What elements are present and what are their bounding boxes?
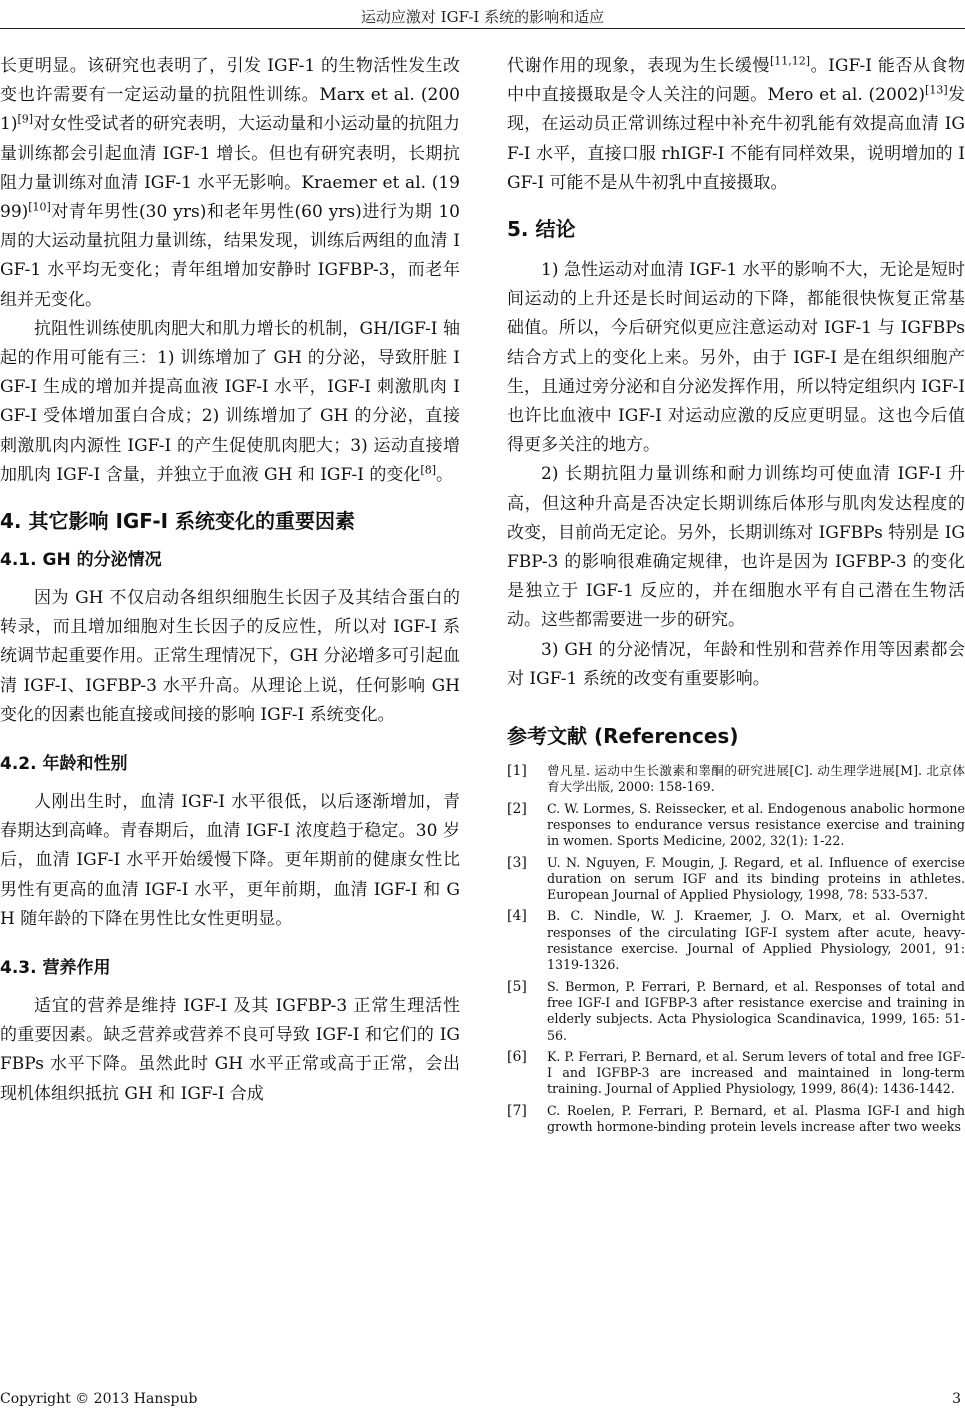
- header-rule: [0, 28, 965, 29]
- section-heading-4-3: 4.3. 营养作用: [0, 958, 111, 979]
- reference-number: [7]: [507, 1102, 527, 1119]
- paragraph-colostrum: 代谢作用的现象，表现为生长缓慢[11,12]。IGF-I 能否从食物中中直接摄取是令人关注的问题。Mero et al. (2002)[13]发现，在运动员正常训练过程中补充牛初乳能有效提高血清 IGF-I 水平，直接口服 rhIGF-I 不能有同样效果，说明增加的 IGF-I 可能不是从牛初乳中直接摄取。: [507, 54, 965, 193]
- reference-item: [507, 1049, 965, 1098]
- section-heading-5: 5. 结论: [507, 217, 576, 242]
- paragraph-gh: 因为 GH 不仅启动各组织细胞生长因子及其结合蛋白的转录，而且增加细胞对生长因子的反应性，所以对 IGF-I 系统调节起重要作用。正常生理情况下，GH 分泌增多可引起血清 IGF-I、IGFBP-3 水平升高。从理论上说，任何影响 GH 变化的因素也能直接或间接的影响 IGF-I 系统变化。: [0, 588, 460, 725]
- right-column: [507, 52, 965, 1140]
- reference-text: U. N. Nguyen, F. Mougin, J. Regard, et al. Influence of exercise duration on serum IGF and its binding proteins in athletes. European Journal of Applied Physiology, 1998, 78: 533-537.: [547, 854, 965, 903]
- reference-text: 曾凡星. 运动中生长激素和睾酮的研究进展[C]. 动生理学进展[M]. 北京体育大学出版, 2000: 158-169.: [547, 763, 965, 795]
- reference-number: [4]: [507, 908, 527, 925]
- reference-number: [2]: [507, 800, 527, 817]
- paragraph-nutrition: 适宜的营养是维持 IGF-I 及其 IGFBP-3 正常生理活性的重要因素。缺乏营养或营养不良可导致 IGF-I 和它们的 IGFBPs 水平下降。虽然此时 GH 水平正常或高于正常，会出现机体组织抵抗 GH 和 IGF-I 合成: [0, 996, 460, 1104]
- reference-text: B. C. Nindle, W. J. Kraemer, J. O. Marx, et al. Overnight responses of the circulating IGF-I system after acute, heavy-resistance exercise. Journal of Applied Physiology, 2001, 91: 1319-1326.: [547, 908, 965, 973]
- reference-number: [6]: [507, 1048, 527, 1065]
- section-heading-4-2: 4.2. 年龄和性别: [0, 754, 128, 775]
- running-header: 运动应激对 IGF-I 系统的影响和适应: [360, 8, 605, 26]
- reference-item: [507, 763, 965, 796]
- copyright-footer: Copyright © 2013 Hanspub: [0, 1391, 198, 1407]
- reference-text: C. W. Lormes, S. Reissecker, et al. Endogenous anabolic hormone responses to endurance versus resistance exercise and training in women. Sports Medicine, 2002, 32(1): 1-22.: [547, 800, 965, 849]
- reference-item: [507, 801, 965, 850]
- left-column: [0, 52, 460, 1109]
- section-heading-4: 4. 其它影响 IGF-I 系统变化的重要因素: [0, 509, 356, 534]
- reference-number: [3]: [507, 854, 527, 871]
- reference-item: [507, 979, 965, 1044]
- reference-text: C. Roelen, P. Ferrari, P. Bernard, et al. Plasma IGF-I and high growth hormone-binding protein levels increase after two weeks: [547, 1102, 965, 1134]
- reference-list: [507, 763, 965, 1135]
- reference-item: [507, 908, 965, 973]
- conclusion-1: 1) 急性运动对血清 IGF-1 水平的影响不大，无论是短时间运动的上升还是长时间运动的下降，都能很快恢复正常基础值。所以，今后研究似更应注意运动对 IGF-1 与 IGFBPs 结合方式上的变化上来。另外，由于 IGF-I 是在组织细胞产生，且通过旁分泌和自分泌发挥作用，所以特定组织内 IGF-I 也许比血液中 IGF-I 对运动应激的反应更明显。这也今后值得更多关注的地方。: [507, 260, 965, 456]
- reference-item: [507, 855, 965, 904]
- citation: [13]: [925, 83, 948, 97]
- citation: [11,12]: [770, 54, 811, 68]
- reference-text: S. Bermon, P. Ferrari, P. Bernard, et al. Responses of total and free IGF-I and IGFBP-3 after resistance exercise and training in elderly subjects. Acta Physiologica Scandinavica, 1999, 165: 51-56.: [547, 978, 965, 1043]
- paragraph-age-sex: 人刚出生时，血清 IGF-I 水平很低，以后逐渐增加，青春期达到高峰。青春期后，血清 IGF-I 浓度趋于稳定。30 岁后，血清 IGF-I 水平开始缓慢下降。更年期前的健康女性比男性有更高的血清 IGF-I 水平，更年前期，血清 IGF-I 和 GH 随年龄的下降在男性比女性更明显。: [0, 792, 460, 929]
- citation: [10]: [28, 200, 51, 214]
- conclusion-2: 2) 长期抗阻力量训练和耐力训练均可使血清 IGF-I 升高，但这种升高是否决定长期训练后体形与肌肉发达程度的改变，目前尚无定论。另外，长期训练对 IGFBPs 特别是 IGFBP-3 的影响很难确定规律，也许是因为 IGFBP-3 的变化是独立于 IGF-1 反应的，并在细胞水平有自己潜在生物活动。这些都需要进一步的研究。: [507, 464, 965, 631]
- paragraph-marx: 长更明显。该研究也表明了，引发 IGF-1 的生物活性发生改变也许需要有一定运动量的抗阻性训练。Marx et al. (2001)[9]对女性受试者的研究表明，大运动量和小运动量的抗阻力量训练都会引起血清 IGF-1 增长。但也有研究表明，长期抗阻力量训练对血清 IGF-1 水平无影响。Kraemer et al. (1999)[10]对青年男性(30 yrs)和老年男性(60 yrs)进行为期 10 周的大运动量抗阻力量训练，结果发现，训练后两组的血清 IGF-1 水平均无变化；青年组增加安静时 IGFBP-3，而老年组并无变化。: [0, 56, 460, 310]
- conclusion-3: 3) GH 的分泌情况，年龄和性别和营养作用等因素都会对 IGF-1 系统的改变有重要影响。: [507, 639, 965, 689]
- reference-text: K. P. Ferrari, P. Bernard, et al. Serum levers of total and free IGF-I and IGFBP-3 are increased and maintained in long-term training. Journal of Applied Physiology, 1999, 86(4): 1436-1442.: [547, 1048, 965, 1097]
- citation: [9]: [17, 112, 34, 126]
- paragraph-mechanism: 抗阻性训练使肌肉肥大和肌力增长的机制，GH/IGF-I 轴起的作用可能有三：1) 训练增加了 GH 的分泌，导致肝脏 IGF-I 生成的增加并提高血液 IGF-I 水平，IGF-I 刺激肌肉 IGF-I 受体增加蛋白合成；2) 训练增加了 GH 的分泌，直接刺激肌肉内源性 IGF-I 的产生促使肌肉肥大；3) 运动直接增加肌肉 IGF-I 含量，并独立于血液 GH 和 IGF-I 的变化[8]。: [0, 318, 460, 485]
- reference-number: [1]: [507, 763, 527, 780]
- page-number: 3: [952, 1391, 961, 1407]
- reference-number: [5]: [507, 978, 527, 995]
- section-heading-4-1: 4.1. GH 的分泌情况: [0, 550, 162, 571]
- citation: [8]: [420, 463, 436, 477]
- references-heading: 参考文献 (References): [507, 724, 739, 749]
- reference-item: [507, 1103, 965, 1136]
